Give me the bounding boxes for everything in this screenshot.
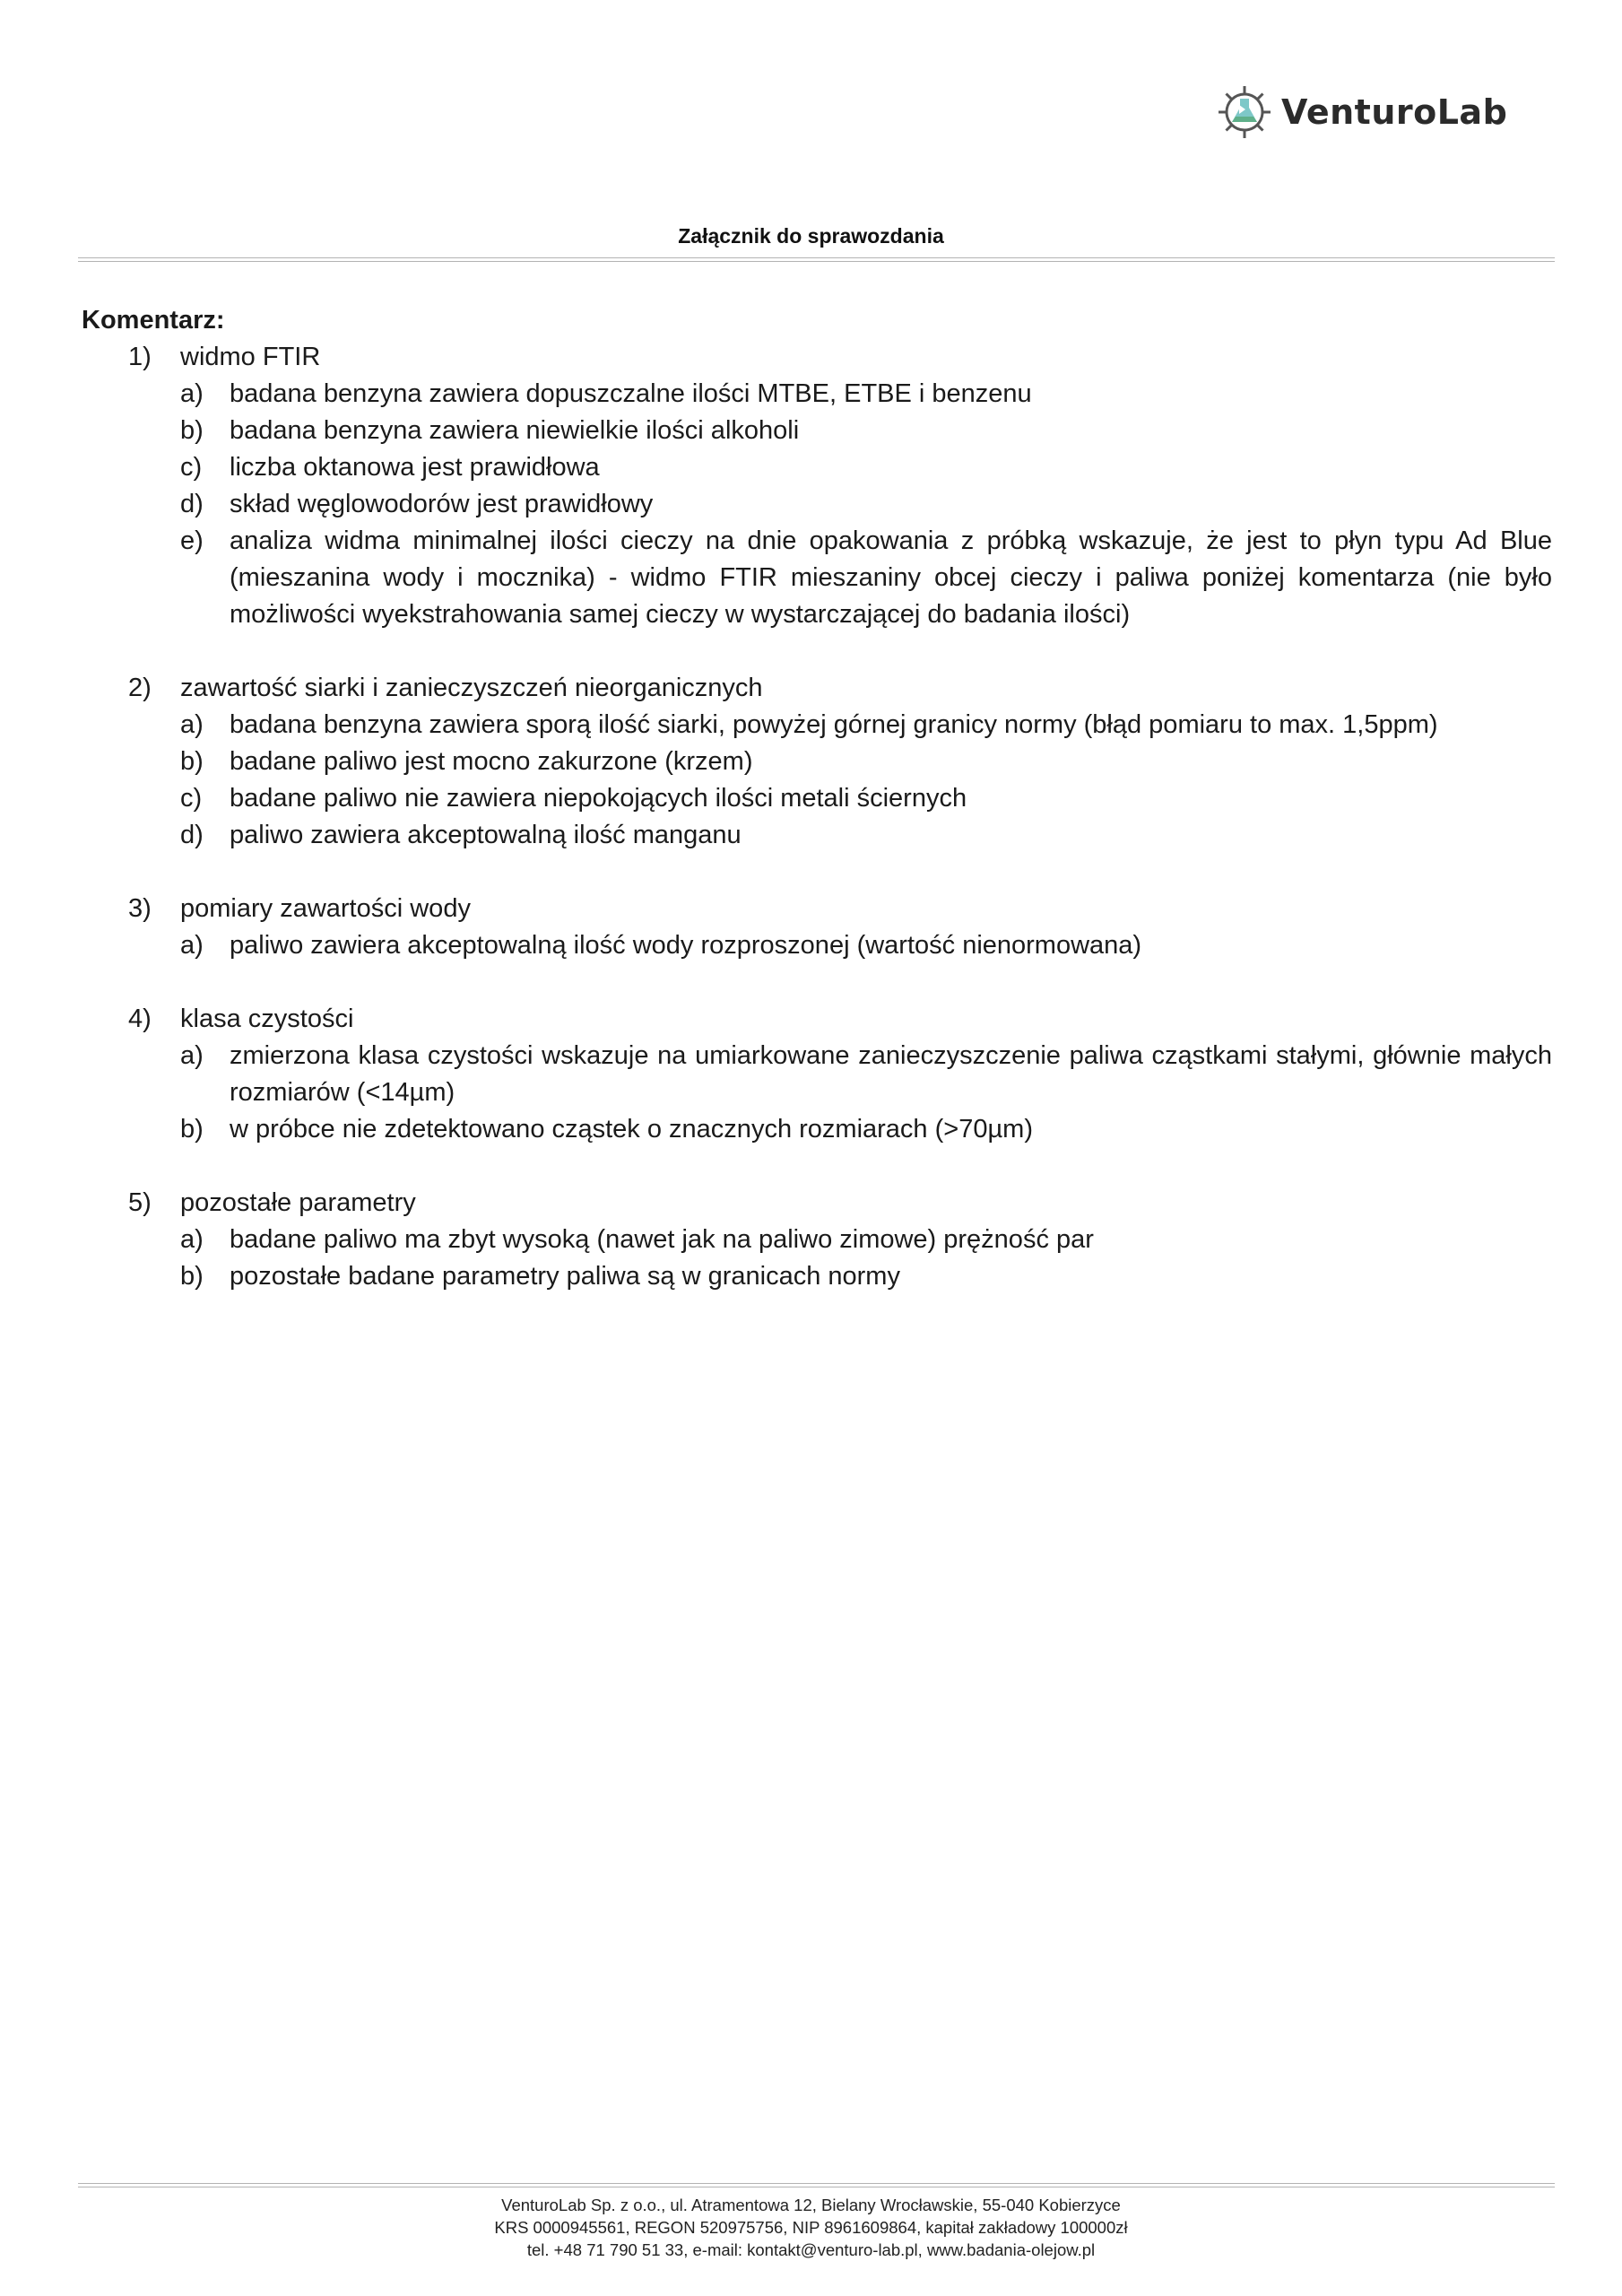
item-letter: a) [180, 379, 204, 408]
section-heading [82, 339, 1552, 376]
item-letter: c) [180, 453, 203, 482]
list-item [82, 927, 1552, 964]
gear-flask-icon [1215, 83, 1274, 142]
section-number: 2) [128, 674, 152, 702]
item-letter: b) [180, 1262, 204, 1291]
section-title: widmo FTIR [180, 343, 321, 371]
item-text: zmierzona klasa czystości wskazuje na umiarkowane zanieczyszczenie paliwa cząstkami stałymi, głównie małych rozmiarów (<14µm) [230, 1041, 1552, 1107]
list-item [82, 523, 1552, 633]
comment-section [82, 891, 1552, 964]
section-title: pomiary zawartości wody [180, 894, 471, 923]
section-heading [82, 891, 1552, 927]
item-letter: a) [180, 1041, 204, 1070]
list-item [82, 817, 1552, 854]
item-text: paliwo zawiera akceptowalną ilość manganu [230, 821, 742, 849]
list-item [82, 780, 1552, 817]
footer-divider [78, 2183, 1555, 2187]
list-item [82, 486, 1552, 523]
list-item [82, 1222, 1552, 1258]
item-letter: a) [180, 710, 204, 739]
list-item [82, 1111, 1552, 1148]
item-text: w próbce nie zdetektowano cząstek o znacznych rozmiarach (>70µm) [230, 1115, 1033, 1144]
list-item [82, 449, 1552, 486]
section-number: 5) [128, 1188, 152, 1217]
footer-registration: KRS 0000945561, REGON 520975756, NIP 8961609864, kapitał zakładowy 100000zł [494, 2218, 1128, 2237]
section-number: 4) [128, 1004, 152, 1033]
item-text: badana benzyna zawiera sporą ilość siarki, powyżej górnej granicy normy (błąd pomiaru to max. 1,5ppm) [230, 710, 1438, 739]
item-letter: c) [180, 784, 203, 813]
item-letter: b) [180, 747, 204, 776]
company-logo [1215, 83, 1507, 142]
section-title: zawartość siarki i zanieczyszczeń nieorganicznych [180, 674, 763, 702]
comment-section [82, 1001, 1552, 1148]
section-number: 1) [128, 343, 152, 371]
item-text: pozostałe badane parametry paliwa są w granicach normy [230, 1262, 900, 1291]
item-letter: e) [180, 526, 204, 555]
sections-list [82, 339, 1552, 1295]
comment-heading: Komentarz: [82, 306, 225, 335]
list-item [82, 1258, 1552, 1295]
item-letter: a) [180, 931, 204, 960]
item-text: analiza widma minimalnej ilości cieczy na dnie opakowania z próbką wskazuje, że jest to płyn typu Ad Blue (mieszanina wody i mocznika) - widmo FTIR mieszaniny obcej cieczy i paliwa poniżej komentarza (nie było możliwości wyekstrahowania samej cieczy w wystarczającej do badania ilości) [230, 526, 1552, 629]
item-text: paliwo zawiera akceptowalną ilość wody rozproszonej (wartość nienormowana) [230, 931, 1142, 960]
company-footer [0, 2194, 1622, 2261]
item-text: badana benzyna zawiera niewielkie ilości alkoholi [230, 416, 800, 445]
list-item [82, 744, 1552, 780]
item-letter: d) [180, 821, 204, 849]
section-title: klasa czystości [180, 1004, 354, 1033]
header-divider [78, 257, 1555, 262]
section-heading [82, 670, 1552, 707]
item-letter: b) [180, 416, 204, 445]
list-item [82, 1038, 1552, 1111]
comment-body [82, 302, 1552, 1332]
item-letter: b) [180, 1115, 204, 1144]
section-heading [82, 1001, 1552, 1038]
list-item [82, 376, 1552, 413]
item-text: badane paliwo nie zawiera niepokojących ilości metali ściernych [230, 784, 967, 813]
item-letter: d) [180, 490, 204, 518]
comment-section [82, 339, 1552, 633]
attachment-title: Załącznik do sprawozdania [678, 224, 944, 248]
item-text: badana benzyna zawiera dopuszczalne ilości MTBE, ETBE i benzenu [230, 379, 1032, 408]
section-title: pozostałe parametry [180, 1188, 416, 1217]
list-item [82, 707, 1552, 744]
item-text: liczba oktanowa jest prawidłowa [230, 453, 600, 482]
comment-section [82, 670, 1552, 854]
comment-section [82, 1185, 1552, 1295]
item-text: skład węglowodorów jest prawidłowy [230, 490, 654, 518]
item-text: badane paliwo ma zbyt wysoką (nawet jak na paliwo zimowe) prężność par [230, 1225, 1094, 1254]
item-text: badane paliwo jest mocno zakurzone (krzem) [230, 747, 753, 776]
list-item [82, 413, 1552, 449]
footer-address: VenturoLab Sp. z o.o., ul. Atramentowa 12, Bielany Wrocławskie, 55-040 Kobierzyce [501, 2196, 1121, 2214]
section-number: 3) [128, 894, 152, 923]
section-heading [82, 1185, 1552, 1222]
item-letter: a) [180, 1225, 204, 1254]
logo-text: VenturoLab [1281, 92, 1508, 132]
footer-contact: tel. +48 71 790 51 33, e-mail: kontakt@venturo-lab.pl, www.badania-olejow.pl [526, 2240, 1096, 2259]
